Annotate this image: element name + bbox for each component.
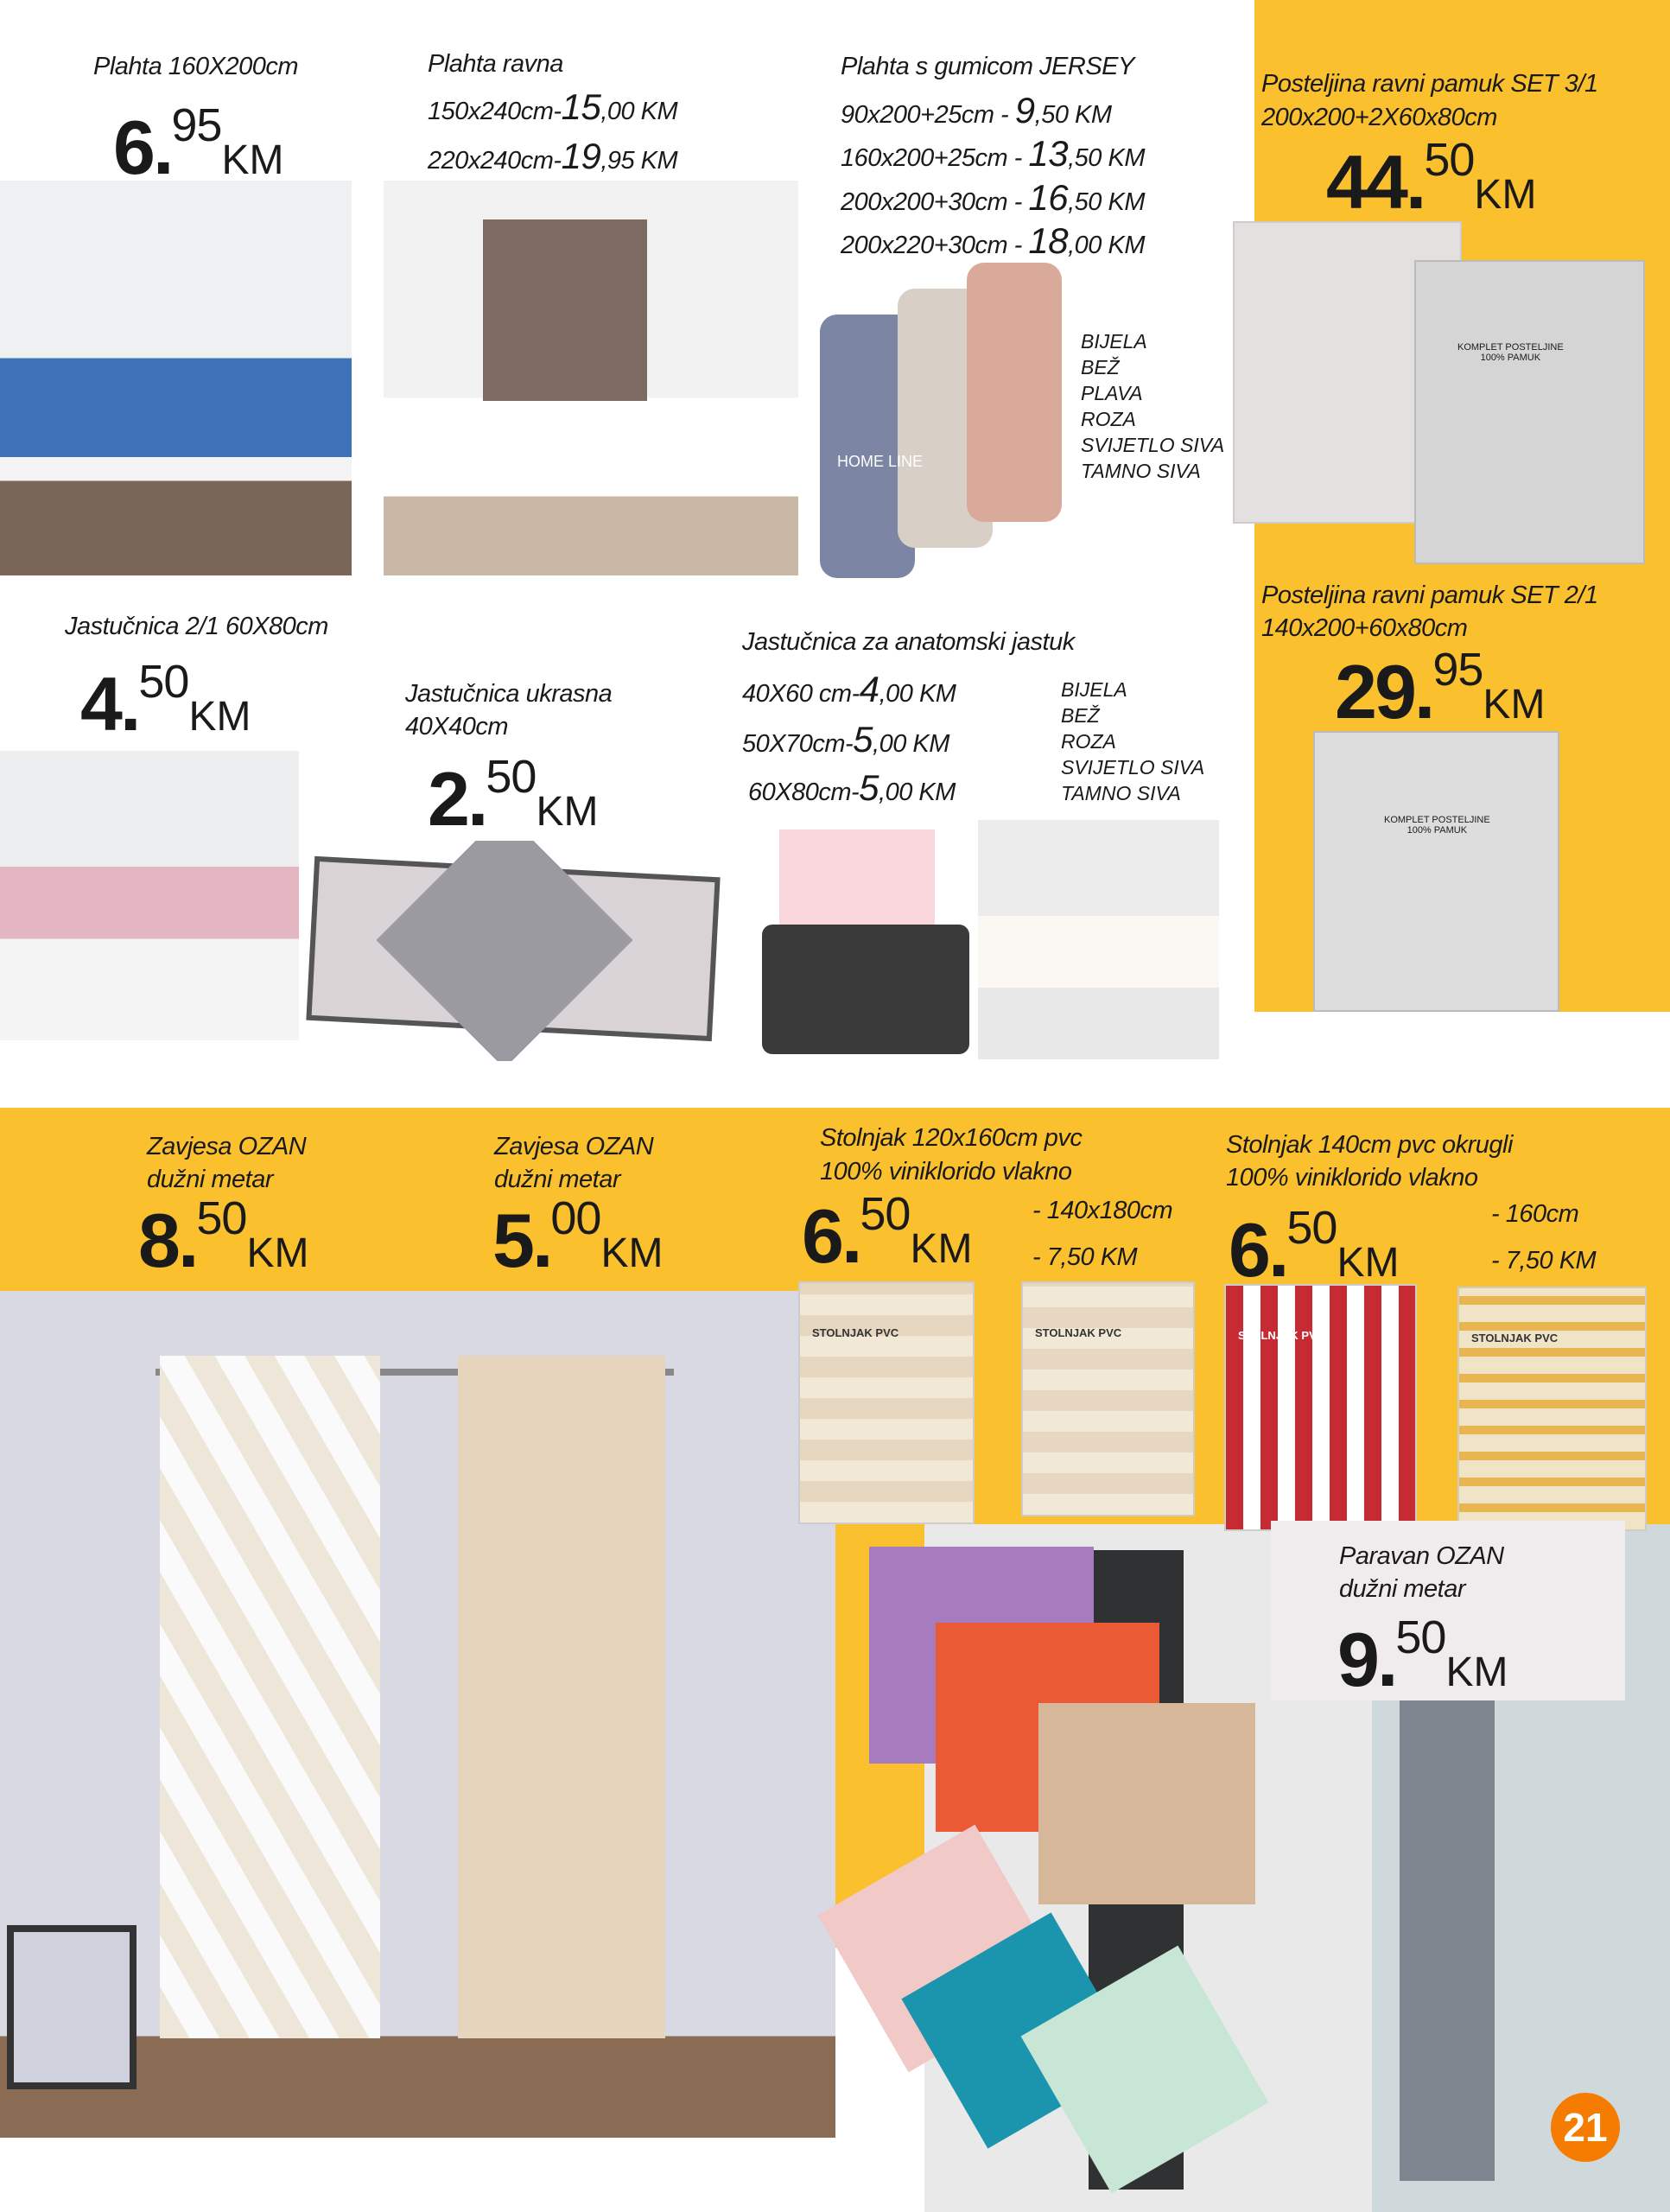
flat-sheet-bed-image: [384, 181, 798, 575]
alt-price: - 7,50 KM: [1491, 1247, 1597, 1274]
sheer-curtain-room-image: [0, 1291, 835, 2138]
white-pillow-image: [978, 820, 1219, 1059]
decorative-pillowcase-image: [302, 841, 729, 1061]
price: 8.50KM: [138, 1192, 309, 1283]
bedding-set-2-image: [1313, 731, 1559, 1012]
product-title: Paravan OZAN: [1339, 1542, 1504, 1570]
jersey-rolls-image: [820, 263, 1079, 584]
size-price-line: 160x200+25cm - 13,50 KM: [841, 133, 1145, 174]
bedding-set-3-image: [1233, 221, 1645, 564]
tablecloth-pack-2: STOLNJAK PVC: [1021, 1281, 1195, 1516]
product-subtitle: 100% viniklorido vlakno: [820, 1158, 1072, 1185]
size-price-line: 200x220+30cm - 18,00 KM: [841, 220, 1145, 261]
size-price-line: 220x240cm-19,95 KM: [428, 136, 678, 176]
page-number-badge: [1551, 2093, 1620, 2162]
product-title: Jastučnica za anatomski jastuk: [742, 628, 1075, 656]
beige-fabric-swatch: [1038, 1703, 1255, 1904]
price: 2.50KM: [428, 751, 599, 842]
pink-pillowcase-image: [0, 751, 299, 1040]
product-title: Posteljina ravni pamuk SET 2/1: [1261, 582, 1598, 609]
product-title: Zavjesa OZAN: [147, 1133, 307, 1160]
price: 4.50KM: [80, 656, 251, 747]
price: 9.50KM: [1337, 1611, 1508, 1702]
product-title: Jastučnica ukrasna: [405, 680, 613, 708]
anatomic-pillowcase-image: [762, 830, 970, 1055]
box-label: KOMPLET POSTELJINE 100% PAMUK: [1384, 815, 1490, 836]
price: 44.50KM: [1326, 134, 1537, 225]
product-size: 40X40cm: [405, 713, 509, 741]
product-subtitle: dužni metar: [1339, 1575, 1466, 1603]
product-title: Posteljina ravni pamuk SET 3/1: [1261, 70, 1598, 98]
product-subtitle: dužni metar: [147, 1166, 274, 1193]
product-title: Plahta s gumicom JERSEY: [841, 53, 1134, 80]
alt-size: - 160cm: [1491, 1200, 1579, 1228]
size-price-line: 60X80cm-5,00 KM: [748, 767, 956, 808]
sheet-package: [483, 219, 647, 401]
alt-price: - 7,50 KM: [1032, 1243, 1138, 1271]
tablecloth-pack-4: STOLNJAK PVC: [1457, 1287, 1647, 1531]
size-price-line: 150x240cm-15,00 KM: [428, 86, 678, 127]
product-title: Stolnjak 140cm pvc okrugli: [1226, 1131, 1513, 1159]
size-price-line: 40X60 cm-4,00 KM: [742, 669, 956, 709]
fitted-sheet-bed-image: [0, 181, 352, 575]
product-title: Plahta 160X200cm: [93, 53, 299, 80]
anatomic-colors: BIJELA BEŽ ROZA SVIJETLO SIVA TAMNO SIVA: [1061, 678, 1205, 804]
price: 6.50KM: [1229, 1202, 1400, 1293]
size-price-line: 90x200+25cm - 9,50 KM: [841, 90, 1112, 130]
product-title: Plahta ravna: [428, 50, 563, 78]
tablecloth-pack-1: STOLNJAK PVC: [798, 1281, 975, 1524]
alt-size: - 140x180cm: [1032, 1197, 1173, 1224]
box-label: KOMPLET POSTELJINE 100% PAMUK: [1457, 342, 1564, 363]
product-subtitle: dužni metar: [494, 1166, 621, 1193]
jersey-colors: BIJELA BEŽ PLAVA ROZA SVIJETLO SIVA TAMNO SIVA: [1081, 330, 1225, 482]
product-title: Zavjesa OZAN: [494, 1133, 654, 1160]
page-number: 21: [1563, 2105, 1608, 2150]
price: 6.50KM: [802, 1188, 973, 1279]
price: 29.95KM: [1335, 644, 1546, 734]
product-size: 200x200+2X60x80cm: [1261, 104, 1497, 131]
size-price-line: 200x200+30cm - 16,50 KM: [841, 177, 1145, 218]
product-size: 140x200+60x80cm: [1261, 614, 1468, 642]
product-subtitle: 100% viniklorido vlakno: [1226, 1164, 1478, 1192]
price: 6.95KM: [113, 99, 284, 190]
tablecloth-pack-3: STOLNJAK PVC: [1224, 1284, 1417, 1531]
price: 5.00KM: [492, 1192, 664, 1283]
size-price-line: 50X70cm-5,00 KM: [742, 719, 949, 760]
product-title: Stolnjak 120x160cm pvc: [820, 1124, 1083, 1152]
pack-label: HOME LINE: [837, 453, 924, 470]
product-title: Jastučnica 2/1 60X80cm: [65, 613, 328, 640]
